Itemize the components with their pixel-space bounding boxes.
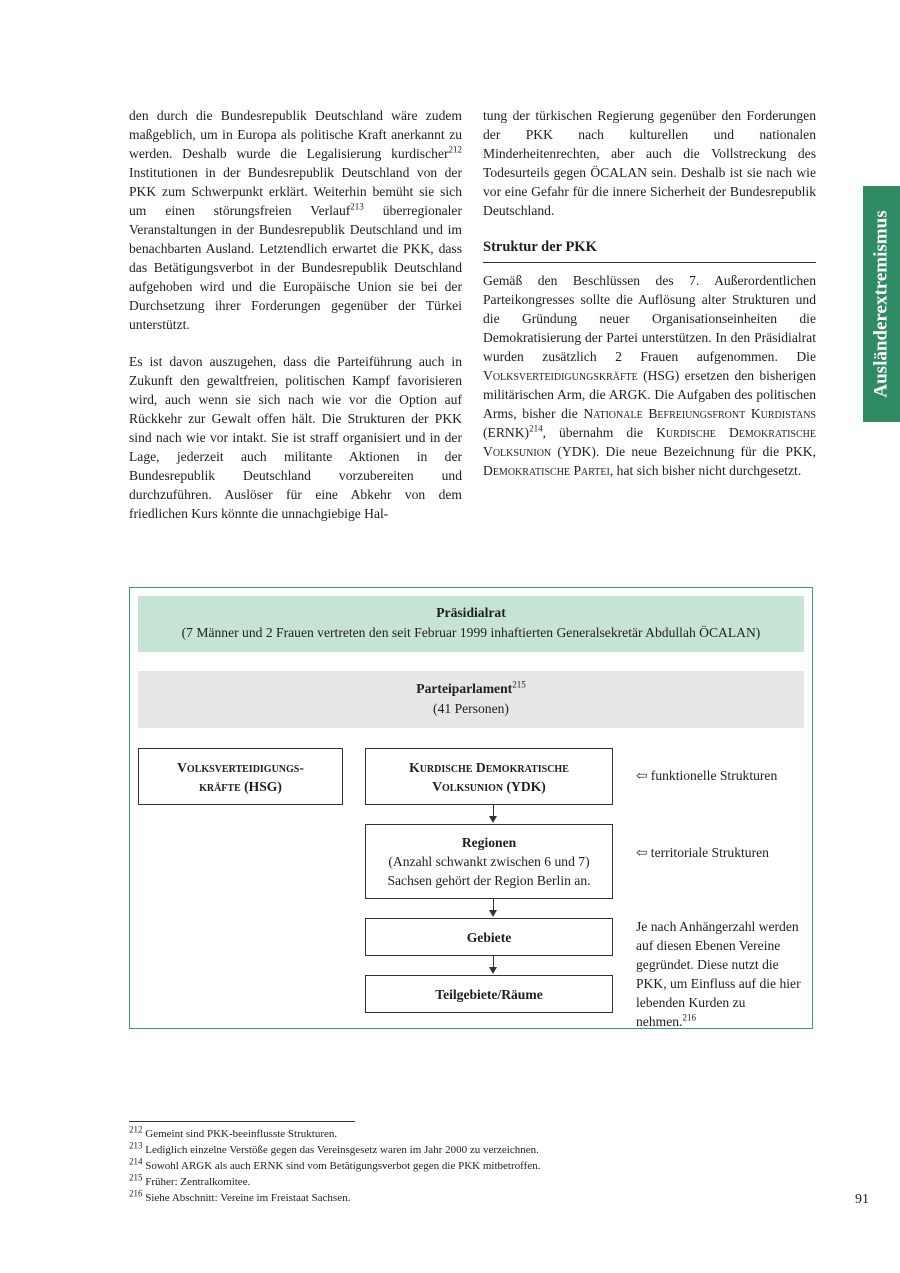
parteiparlament-subtitle: (41 Personen): [433, 701, 509, 716]
note-territorial-structures: ⇦ territoriale Strukturen: [636, 845, 769, 860]
footnote-ref-214[interactable]: 214: [529, 423, 543, 434]
regionen-box: [365, 824, 613, 899]
ydk-line-2: Volksunion (YDK): [432, 778, 546, 794]
footnote-212: [129, 1126, 729, 1142]
footnote-214: [129, 1158, 729, 1174]
footnote-215: [129, 1174, 729, 1190]
left-paragraph-2: Es ist davon auszugehen, dass die Parteiführung auch in Zukunft den gewaltfreien, politischen Kampf favorisieren wird, auch wenn sie sich nach wie vor die Option auf Rückkehr zur Gewalt offen hält. Die Strukturen der PKK sind nach wie vor intakt. Sie ist straff organisiert und in der Lage, jederzeit auch militante Aktionen in der Bundesrepublik Deutschland vorzubereiten und durchzuführen. Auslöser für eine Abkehr von dem friedlichen Kurs könnte die unnachgiebige Hal-: [129, 354, 462, 521]
page-number: 91: [855, 1192, 869, 1207]
right-paragraph-1: tung der türkischen Regierung gegenüber den Forderungen der PKK nach kulturellen und nationalen Minderheitenrechten, aber auch die Vollstreckung des Todesurteils gegen ÖCALAN sein. Deshalb ist sie nach wie vor eine Gefahr für die innere Sicherheit der Bundesrepublik Deutschland.: [483, 108, 816, 218]
footnotes: [129, 1121, 729, 1206]
teilgebiete-box: Teilgebiete/Räume: [365, 975, 613, 1013]
praesidialrat-title: Präsidialrat: [436, 605, 506, 620]
footnote-text: Lediglich einzelne Verstöße gegen das Vereinsgesetz waren im Jahr 2000 zu verzeichnen.: [142, 1144, 539, 1156]
ydk-line-1: Kurdische Demokratische: [409, 759, 569, 775]
praesidialrat-subtitle: (7 Männer und 2 Frauen vertreten den seit Februar 1999 inhaftierten Generalsekretär Abdullah ÖCALAN): [181, 625, 761, 640]
left-paragraph-1: [129, 106, 462, 334]
footnote-ref-213[interactable]: 213: [350, 201, 364, 212]
regionen-title: Regionen: [461, 835, 517, 850]
praesidialrat-band: [138, 596, 804, 652]
regionen-line-2: (Anzahl schwankt zwischen 6 und 7): [388, 854, 590, 869]
hsg-line-2: kräfte (HSG): [199, 778, 282, 794]
text-run: (YDK). Die neue Bezeichnung für die PKK,: [551, 444, 816, 459]
footnote-text: Früher: Zentralkomitee.: [142, 1176, 251, 1188]
footnote-number: 216: [129, 1188, 143, 1199]
parteiparlament-title: Parteiparlament: [416, 681, 513, 696]
hsg-box: [138, 748, 343, 805]
footnote-text: Siehe Abschnitt: Vereine im Freistaat Sachsen.: [142, 1192, 351, 1204]
text-run: Gemäß den Beschlüssen des 7. Außerordentlichen Parteikongresses sollte die Auflösung alter Strukturen und die Gründung neuer Organisationseinheiten die Demokratisierung der Partei unterstützen. In den Präsidialrat wurden zusätzlich 2 Frauen aufgenommen. Die: [483, 273, 816, 364]
gebiete-box: Gebiete: [365, 918, 613, 956]
section-side-tab: [863, 186, 900, 422]
text-run: , hat sich bisher nicht durchgesetzt.: [609, 463, 802, 478]
smallcaps-term: Nationale Befreiungsfront Kurdistans: [583, 406, 816, 421]
right-column: [483, 106, 816, 498]
footnote-number: 212: [129, 1124, 143, 1135]
footnote-number: 215: [129, 1172, 143, 1183]
note-functional-structures: ⇦ funktionelle Strukturen: [636, 768, 778, 783]
text-run: überregionaler Veranstaltungen in der Bundesrepublik Deutschland und im benachbarten Ausland. Letztendlich erwartet die PKK, dass das Betätigungsverbot in der Bundesrepublik Deutschland aufgehoben wird und die Europäische Union sie bei der Durchsetzung ihrer Forderungen gegenüber der Türkei unterstützt.: [129, 203, 462, 332]
text-run: Institutionen in der Bundesrepublik Deutschland von der PKK zum Schwerpunkt erklärt. Weiterhin bemüht sie sich um einen störungsfreien Verlauf: [129, 165, 462, 218]
ydk-box: [365, 748, 613, 805]
footnote-ref-216[interactable]: 216: [682, 1012, 696, 1023]
section-heading: Struktur der PKK: [483, 238, 816, 263]
right-paragraph-2: [483, 271, 816, 480]
text-run: , übernahm die: [542, 425, 657, 440]
smallcaps-term: Demokratische Partei: [483, 463, 610, 478]
footnote-216: [129, 1190, 729, 1206]
footnote-ref-215[interactable]: 215: [512, 679, 526, 690]
note-vereine-text: Je nach Anhängerzahl werden auf diesen Ebenen Vereine gegründet. Diese nutzt die PKK, um Einfluss auf die hier lebenden Kurden zu nehmen.: [636, 919, 801, 1029]
hsg-line-1: Volksverteidigungs-: [177, 759, 304, 775]
footnote-number: 213: [129, 1140, 143, 1151]
footnote-text: Gemeint sind PKK-beeinflusste Strukturen.: [142, 1128, 338, 1140]
parteiparlament-band: [138, 671, 804, 728]
footnote-ref-212[interactable]: 212: [448, 144, 462, 155]
footnote-number: 214: [129, 1156, 143, 1167]
parteiparlament-title-row: [138, 679, 804, 699]
footnote-213: [129, 1142, 729, 1158]
note-vereine: [636, 917, 806, 1031]
section-side-tab-label: Ausländerextremismus: [870, 210, 892, 398]
left-column: [129, 106, 462, 541]
regionen-line-3: Sachsen gehört der Region Berlin an.: [387, 873, 591, 888]
smallcaps-term: Volksverteidigungskräfte: [483, 368, 638, 383]
text-run: (ERNK): [483, 425, 530, 440]
text-run: den durch die Bundesrepublik Deutschland wäre zudem maßgeblich, um in Europa als politische Kraft anerkannt zu werden. Deshalb wurde die Legalisierung kurdischer: [129, 108, 462, 161]
footnote-text: Sowohl ARGK als auch ERNK sind vom Betätigungsverbot gegen die PKK mitbetroffen.: [142, 1160, 541, 1172]
pkk-structure-chart: [129, 587, 813, 1029]
smallcaps-term: Kurdische Demokratische Volksunion: [483, 425, 816, 459]
text-run: (HSG) ersetzen den bisherigen militärischen Arm, die ARGK. Die Aufgaben des politischen Arms, bisher die: [483, 368, 816, 421]
